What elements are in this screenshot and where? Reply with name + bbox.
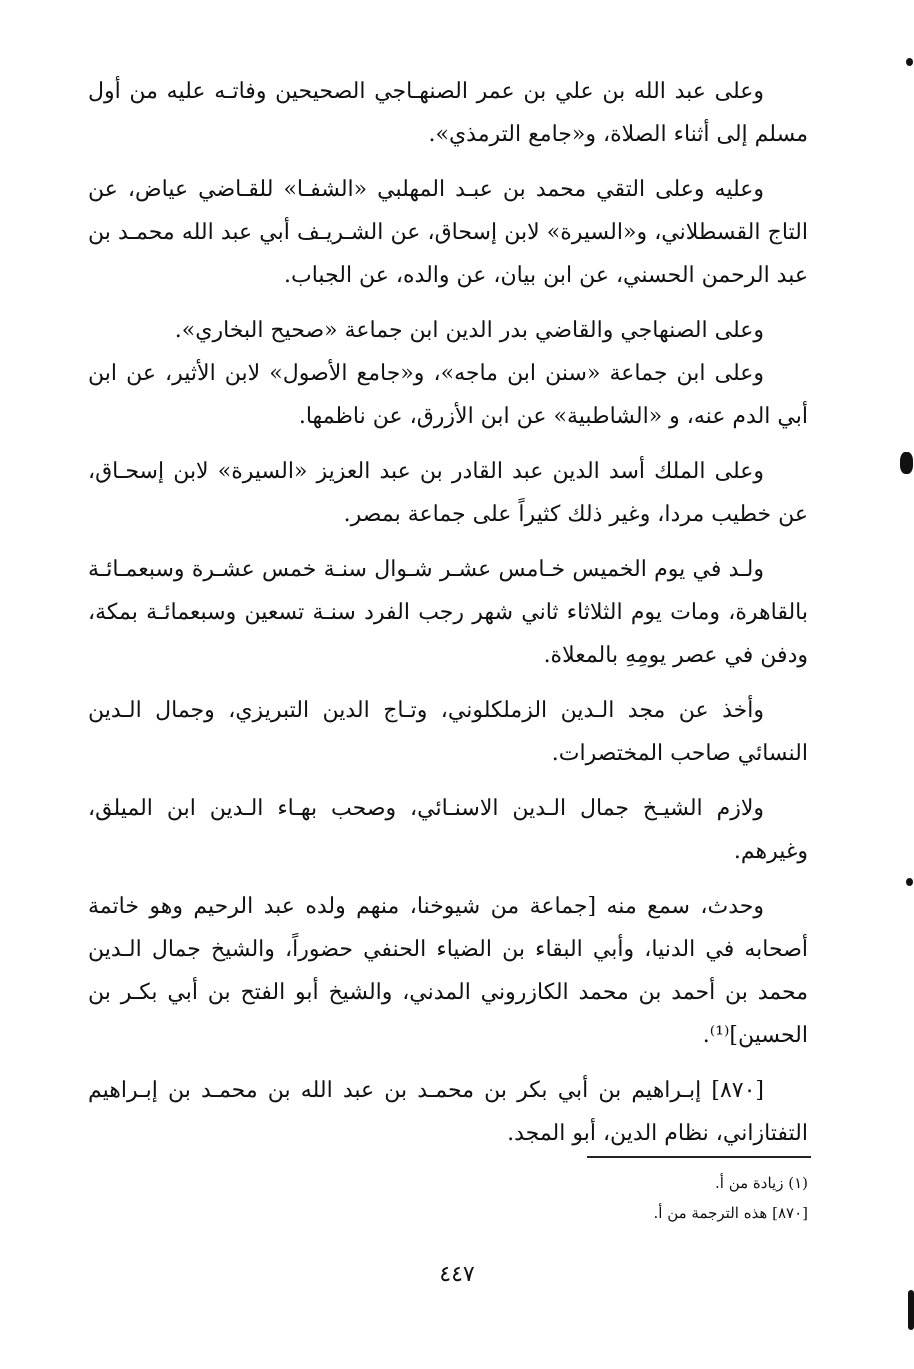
footnotes xyxy=(88,1168,808,1228)
scan-speck xyxy=(906,878,913,886)
main-text xyxy=(88,70,808,1167)
paragraph-7: وأخذ عن مجد الـدين الزملكلوني، وتـاج الدين التبريزي، وجمال الـدين النسائي صاحب المختصرات. xyxy=(88,698,808,766)
paragraph-5: وعلى الملك أسد الدين عبد القادر بن عبد العزيز «السيرة» لابن إسحـاق، عن خطيب مردا، وغير ذلك كثيراً على جماعة بمصر. xyxy=(88,459,808,527)
paragraph-4: وعلى ابن جماعة «سنن ابن ماجه»، و«جامع الأصول» لابن الأثير، عن ابن أبي الدم عنه، و «الشاطبية» عن ابن الأزرق، عن ناظمها. xyxy=(88,361,808,429)
footnote-separator xyxy=(587,1156,811,1158)
paragraph-8: ولازم الشيـخ جمال الـدين الاسنـائي، وصحب بهـاء الـدين ابن الميلق، وغيرهم. xyxy=(88,796,808,864)
scan-edge-mark xyxy=(908,1290,914,1330)
page-number: ٤٤٧ xyxy=(439,1262,475,1287)
paragraph-10-entry-870: [٨٧٠] إبـراهيم بن أبي بكر بن محمـد بن عبد الله بن محمـد بن إبـراهيم التفتازاني، نظام الدين، أبو المجد. xyxy=(88,1078,808,1146)
scan-speck xyxy=(906,58,913,66)
footnote-2: [٨٧٠] هذه الترجمة من أ. xyxy=(653,1204,808,1222)
paragraph-6: ولـد في يوم الخميس خـامس عشـر شـوال سنـة خمس عشـرة وسبعمـائـة بالقاهرة، ومات يوم الثلاثاء ثاني شهر رجب الفرد سنـة تسعين وسبعمائـة بمكة، ودفن في عصر يومِهِ بالمعلاة. xyxy=(88,557,808,668)
scan-blot xyxy=(900,452,913,474)
paragraph-1: وعلى عبد الله بن علي بن عمر الصنهـاجي الصحيحين وفاتـه عليه من أول مسلم إلى أثناء الصلاة، و«جامع الترمذي». xyxy=(88,79,808,147)
paragraph-9: وحدث، سمع منه [جماعة من شيوخنا، منهم ولده عبد الرحيم وهو خاتمة أصحابه في الدنيا، وأبي البقاء بن الضياء الحنفي حضوراً، والشيخ جمال الـدين محمد بن أحمد بن محمد الكازروني المدني، والشيخ أبو الفتح بن أبي بكـر بن الحسين]⁽¹⁾. xyxy=(88,894,808,1048)
paragraph-3: وعلى الصنهاجي والقاضي بدر الدين ابن جماعة «صحيح البخاري». xyxy=(174,318,764,343)
footnote-1: (١) زيادة من أ. xyxy=(715,1174,808,1192)
paragraph-2: وعليه وعلى التقي محمد بن عبـد المهلبي «الشفـا» للقـاضي عياض، عن التاج القسطلاني، و«السيرة» لابن إسحاق، عن الشـريـف أبي عبد الله محمـد بن عبد الرحمن الحسني، عن ابن بيان، عن والده، عن الجباب. xyxy=(88,177,808,288)
